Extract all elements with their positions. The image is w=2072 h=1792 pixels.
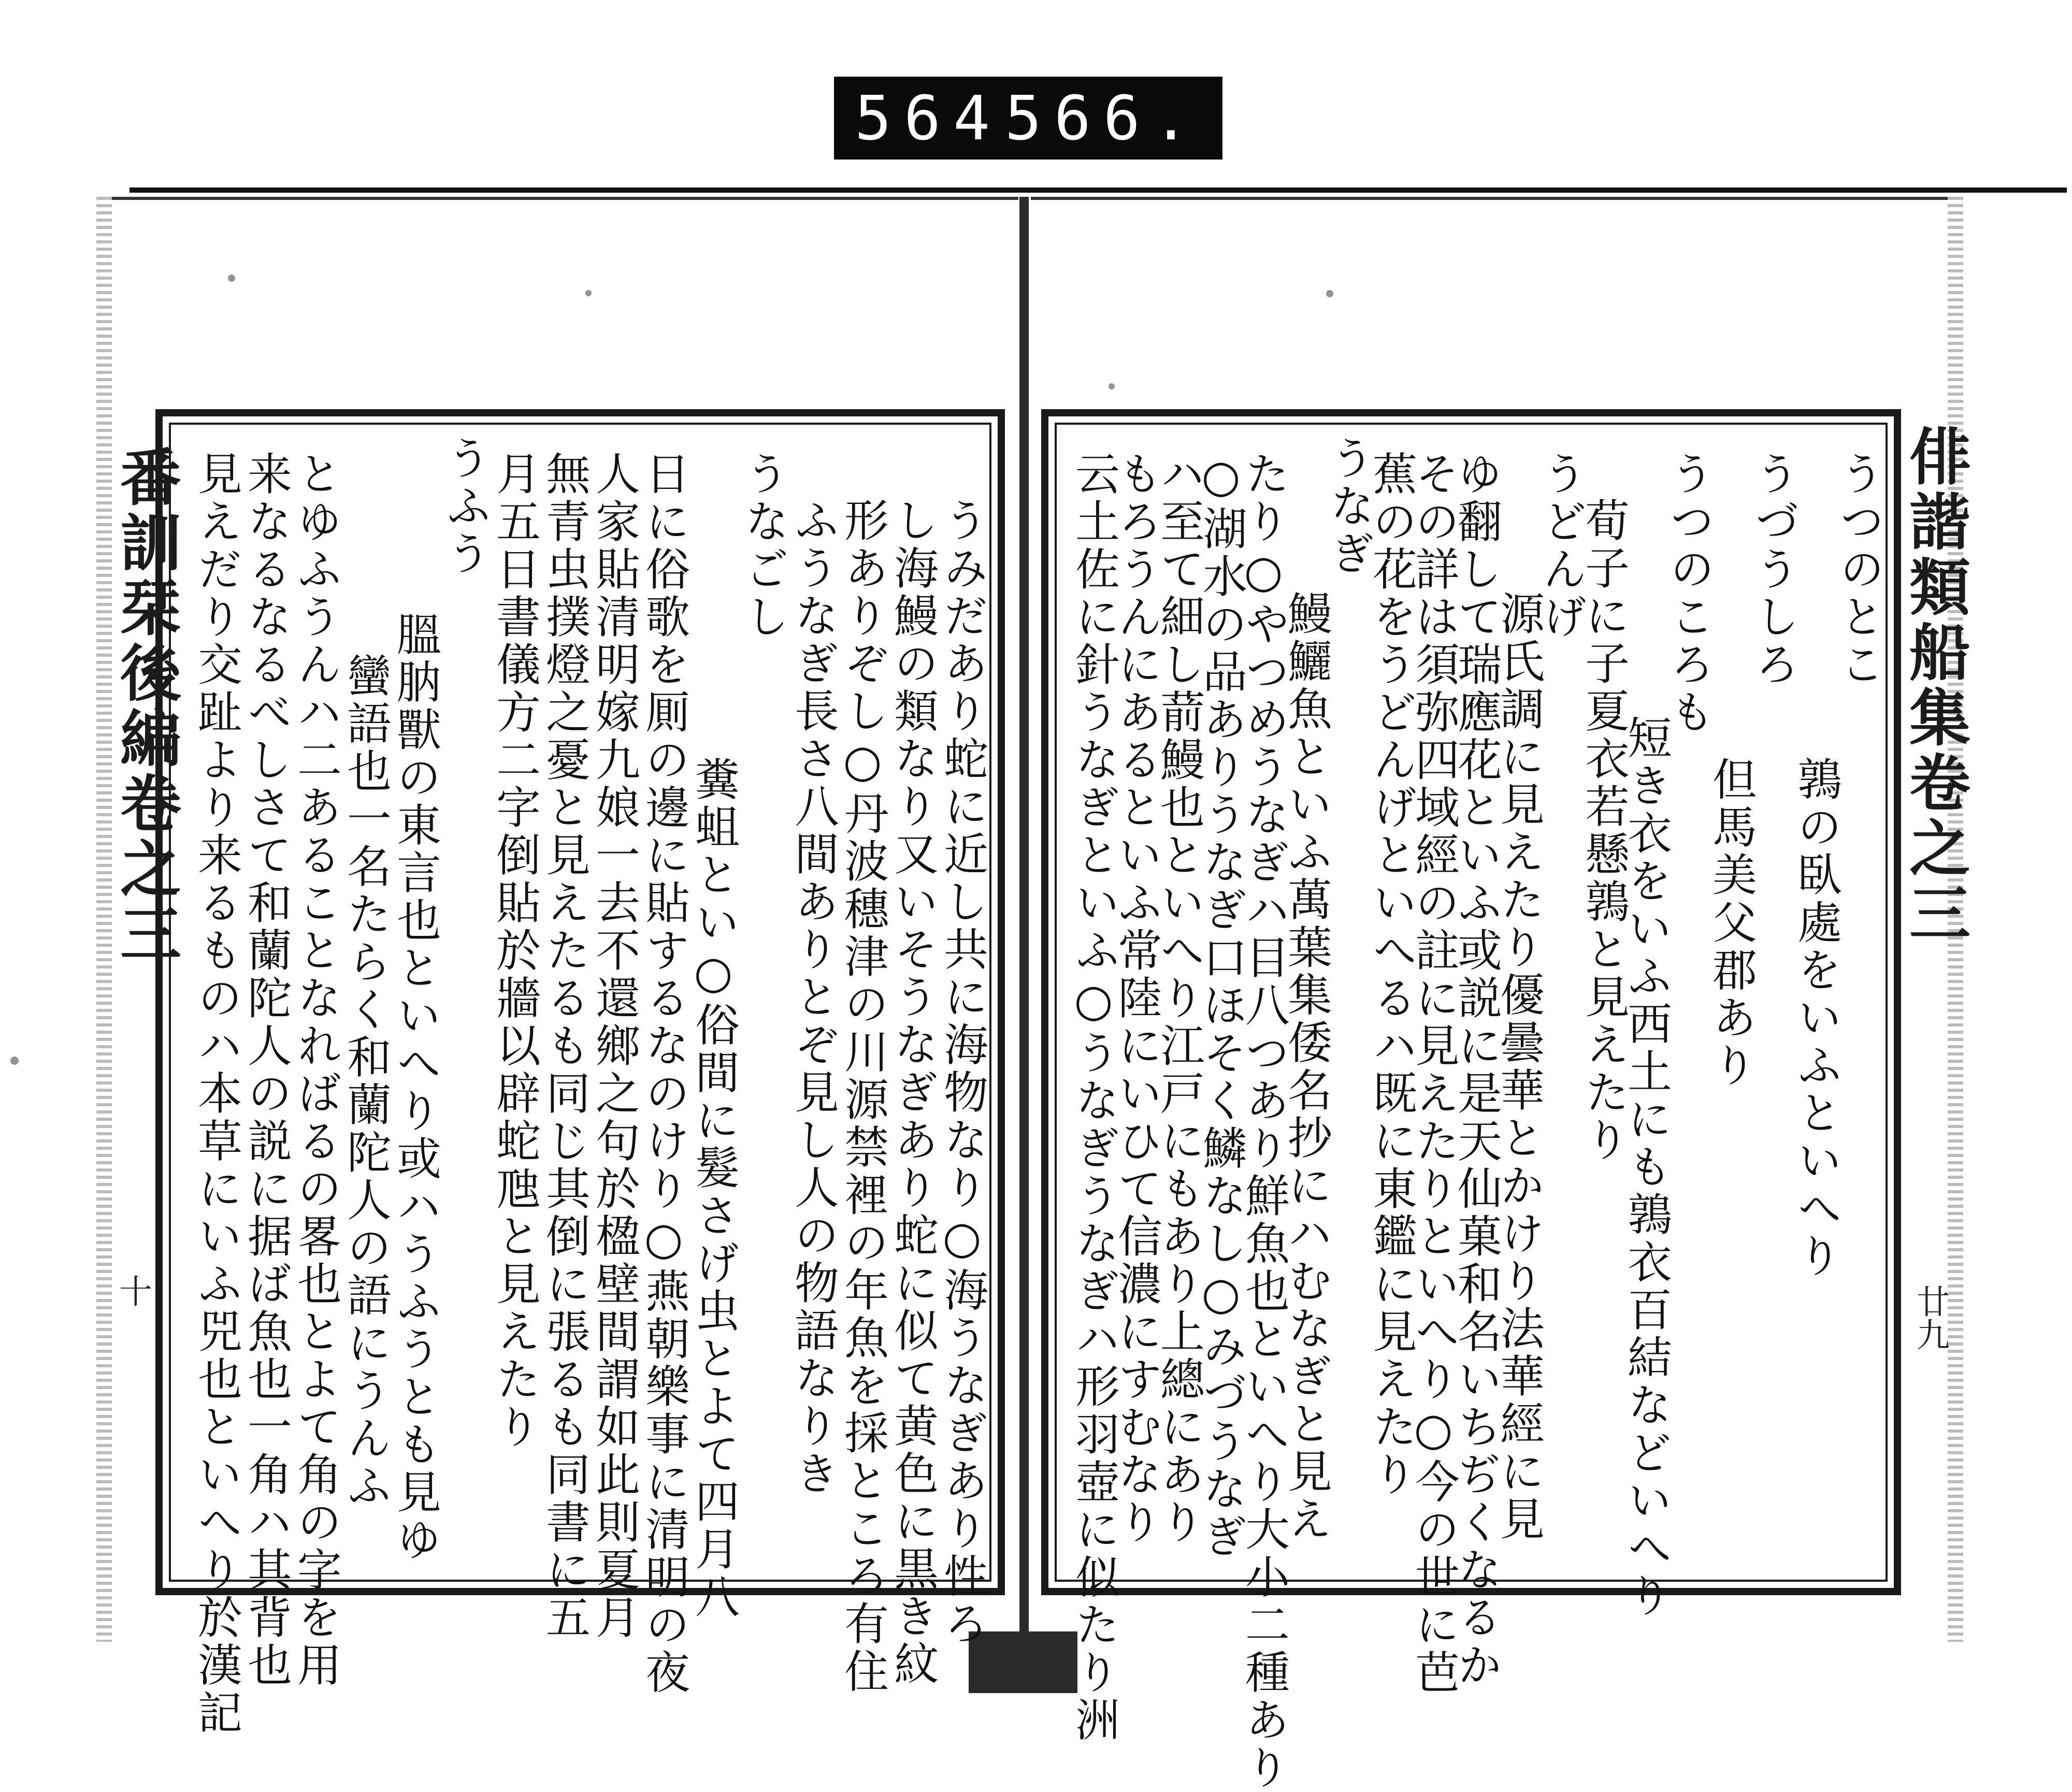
text-column: 無青虫撲燈之憂と見えたるも同じ其倒に張るも同書に五 [538, 451, 590, 1642]
book-gutter [1019, 197, 1029, 1642]
text-column: たり○やつめうなぎハ目八つあり鮮魚也といへり大小二種あり [1238, 451, 1289, 1792]
right-page-number: 566. [1004, 82, 1202, 154]
text-column: 鶉の臥處をいふといへり [1790, 756, 1841, 1280]
text-column: 鰻鱺魚といふ萬葉集倭名抄にハむなぎと見え [1280, 590, 1332, 1543]
text-column: 見えだり交趾より来るものハ本草にいふ兕也といへり於漢記 [190, 451, 242, 1737]
text-column: うふう [439, 435, 491, 578]
page-number-label [834, 77, 1222, 160]
text-column: ○湖水の品ありうなぎ口ほそく鱗なし○みづうなぎ [1195, 451, 1247, 1561]
text-column: とゆふうんハ二あることなればるの畧也とよて角の字を用 [290, 451, 341, 1689]
left-leaf-number: 十 [113, 1274, 152, 1307]
right-leaf-number: 廿九 [1911, 1284, 1949, 1351]
text-column: もろうんにあるといふ常陸にいひて信濃にすむなり [1110, 451, 1162, 1547]
text-column: ふうなぎ長さ八間ありとぞ見し人の物語なりき [787, 497, 839, 1498]
scan-speck [585, 290, 592, 296]
text-column: 人家貼清明嫁九娘一去不還鄉之句於楹壁間謂如此則夏月 [588, 451, 640, 1642]
scan-speck [1326, 290, 1333, 297]
text-column: その詳は須弥四域經の註に見えたりといへり○今の世に芭 [1407, 451, 1459, 1697]
left-text-block [171, 435, 989, 1737]
text-column: 膃肭獸の東言也といへり或ハうふうとも見ゆ [389, 611, 441, 1564]
text-column: うどんげ [1535, 451, 1587, 641]
text-column: 蕉の花をうどんげといへるハ既に東鑑に見えたり [1365, 451, 1417, 1499]
text-column: 短き衣をいふ西土にも鶉衣百結などいへり [1620, 715, 1672, 1620]
left-margin-title: 番訓栞後編卷之三 [110, 445, 182, 967]
text-column: 源氏調に見えたり優曇華とかけり法華經に見 [1492, 590, 1544, 1543]
text-column: うつのころも [1662, 451, 1714, 736]
text-column: 云土佐に針うなぎといふ○うなぎうなぎハ形羽壺に似たり洲 [1068, 451, 1119, 1744]
text-column: うみだあり蛇に近し共に海物なり○海うなぎあり性ろ [936, 497, 988, 1648]
right-margin-title: 俳諧類船集卷之三 [1899, 425, 1971, 947]
text-column: うなごし [737, 451, 789, 641]
text-column: 月五日書儀方二字倒貼於牆以辟蛇虺と見えたり [488, 451, 540, 1451]
text-column: 来なるなるべしさて和蘭陀人の説に据ば魚也一角ハ其背也 [240, 451, 292, 1689]
text-column: うなぎ [1322, 435, 1374, 578]
text-column: ゆ翻して瑞應花といふ或説に是天仙菓和名いちぢくなるか [1450, 451, 1502, 1689]
scan-speck [228, 274, 235, 282]
text-column: し海鰻の類なり又いそうなぎあり蛇に似て黄色に黒き紋 [886, 497, 938, 1688]
text-column: 糞蛆とい○俗間に髮さげ虫とよて四月八 [687, 756, 739, 1621]
text-column: 形ありぞし○丹波穗津の川源禁裡の年魚を採ところ有住 [837, 497, 888, 1696]
text-column: うづうしろ [1747, 451, 1799, 689]
scan-top-rule [130, 187, 2067, 193]
scan-speck [10, 1057, 19, 1065]
scan-speck [1109, 383, 1115, 389]
text-column: うつのとこ [1832, 451, 1884, 689]
text-column: 但馬美父郡あり [1705, 756, 1757, 1090]
text-column: 荀子に子夏衣若懸鶉と見えたり [1577, 497, 1629, 1164]
text-column: 蠻語也一名たらく和蘭陀人の語にうんふ [339, 653, 391, 1510]
text-column: 日に俗歌を厠の邊に貼するなのけり○燕朝樂事に清明の夜 [638, 451, 689, 1697]
right-text-block [1057, 435, 1886, 1792]
left-page-number: 564 [855, 82, 1003, 154]
text-column: ハ至て細し葥鰻也といへり江戸にもあり上總にあり [1153, 451, 1204, 1547]
